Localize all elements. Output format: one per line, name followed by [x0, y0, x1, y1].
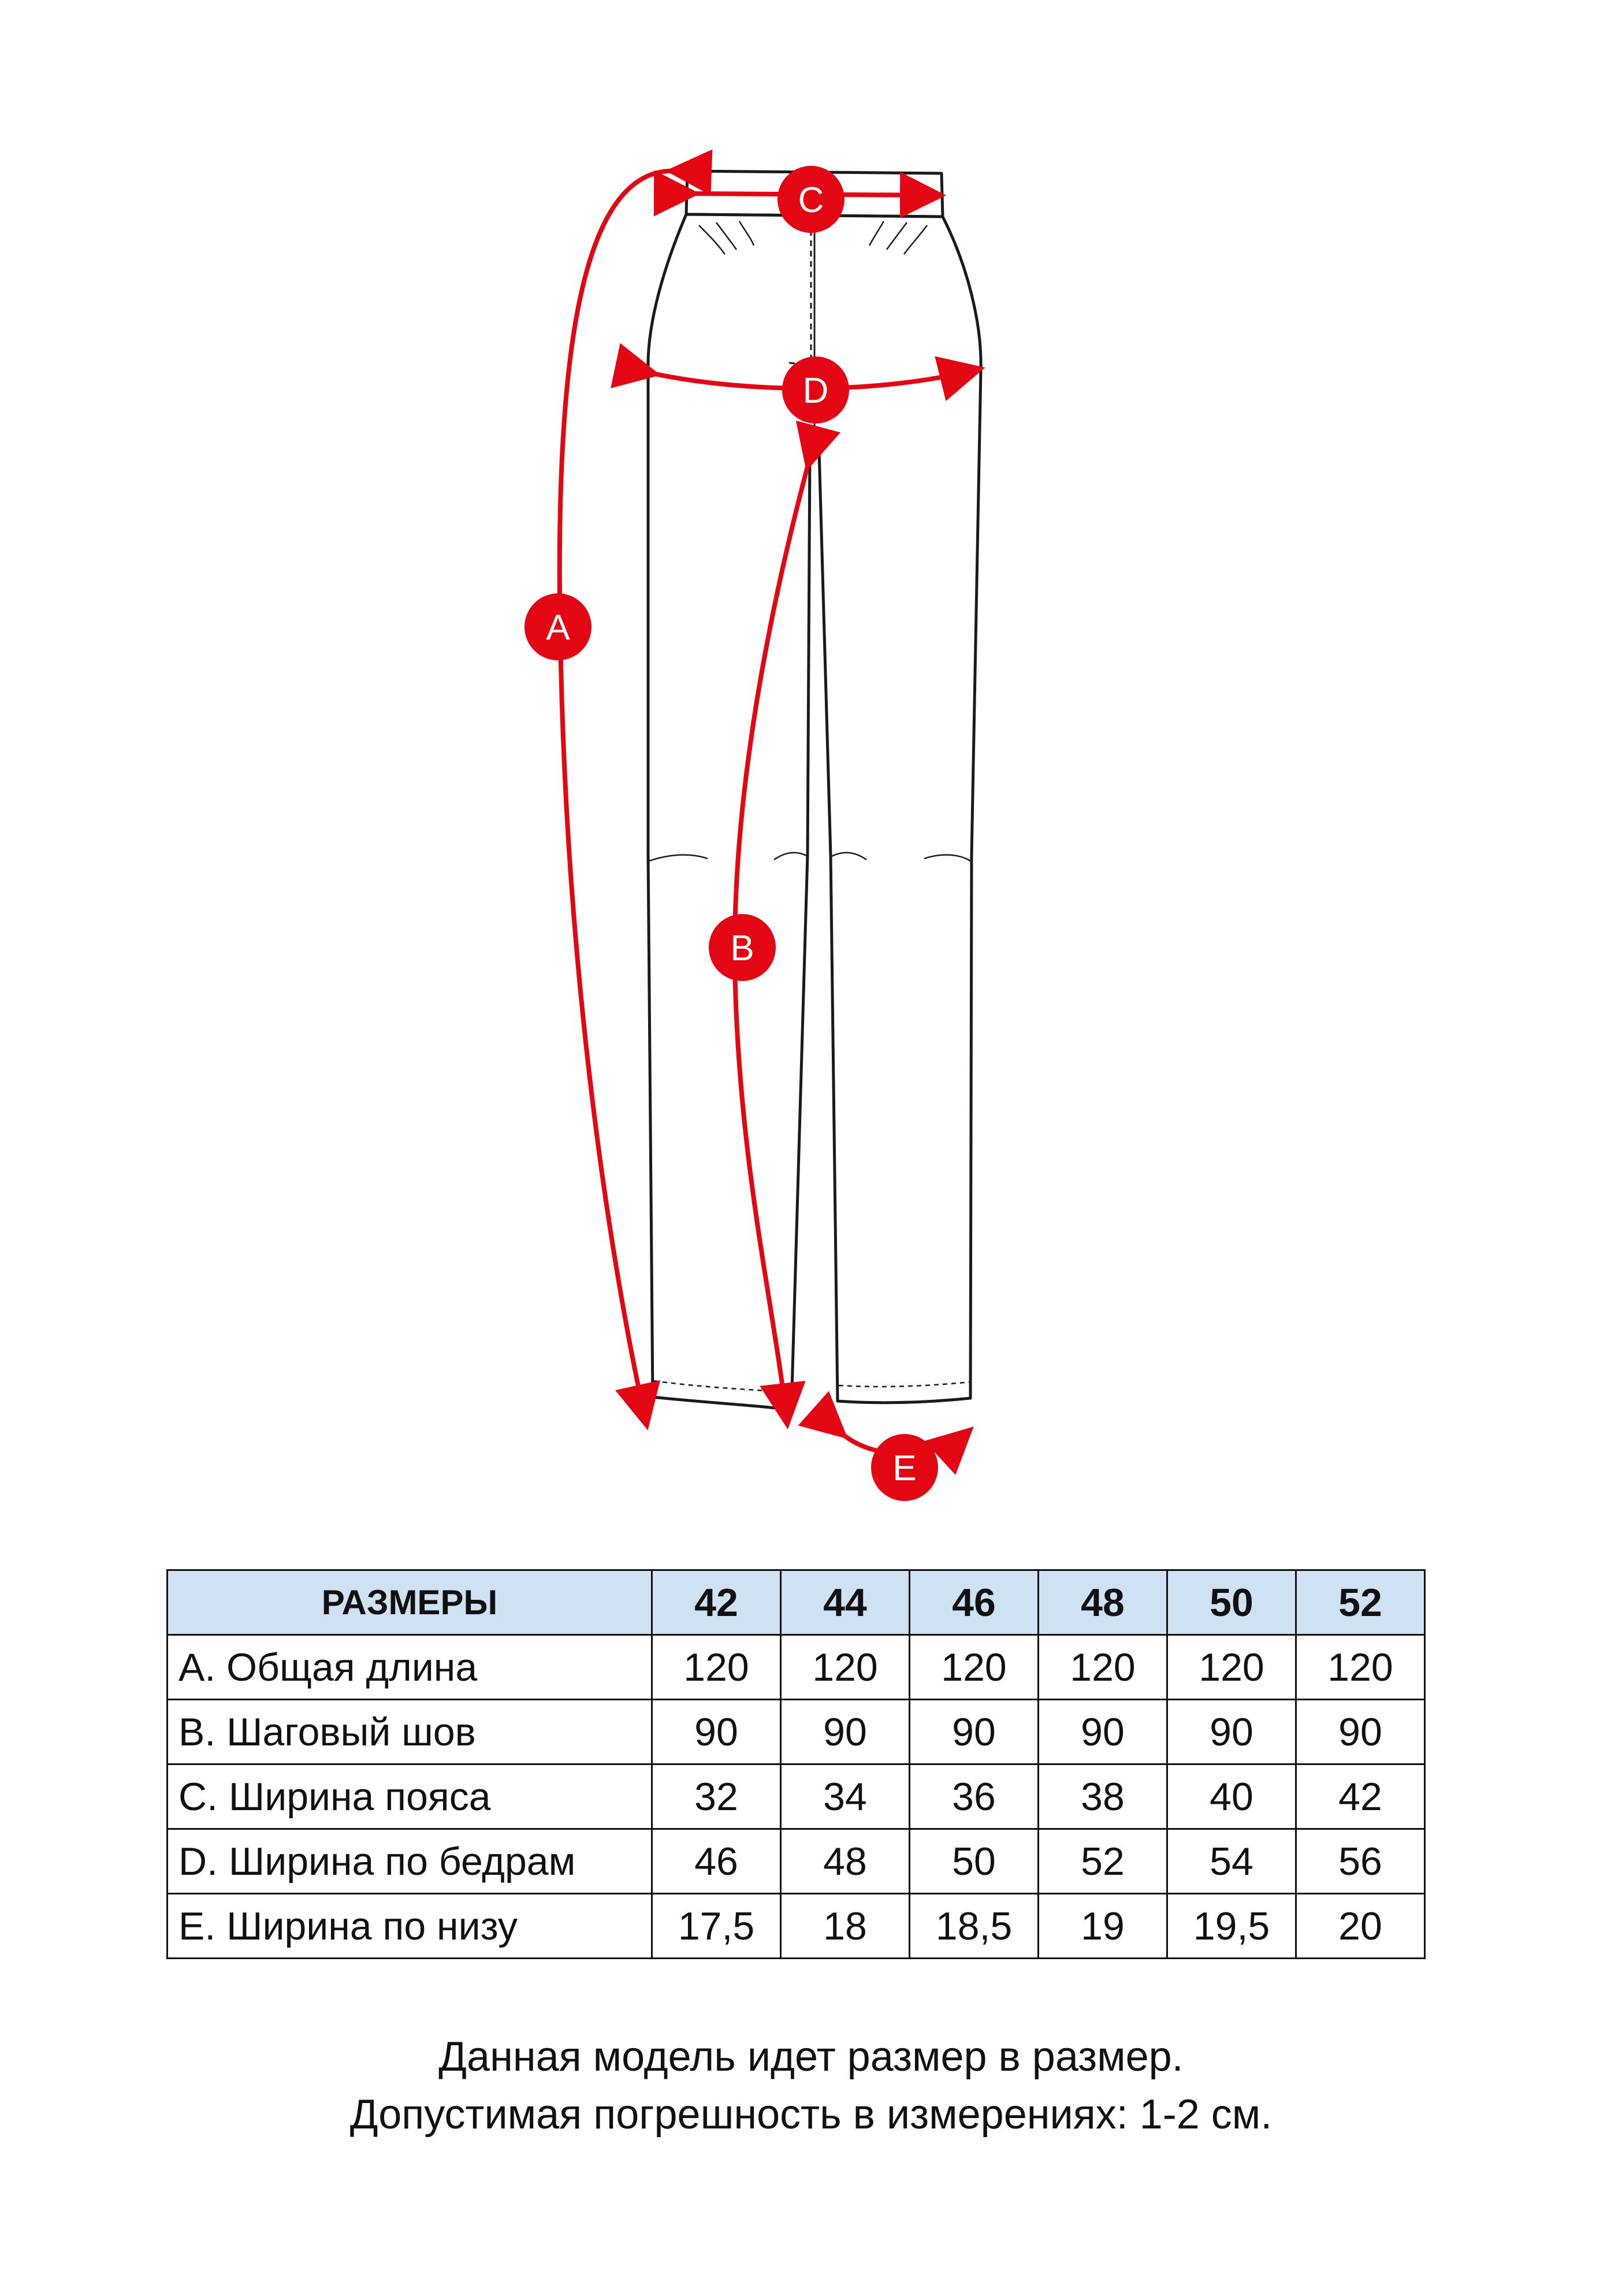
size-header-cell: 42	[652, 1570, 781, 1635]
marker-c	[777, 166, 845, 233]
marker-a	[524, 593, 591, 660]
row-label: E. Ширина по низу	[168, 1894, 652, 1959]
value-cell: 90	[652, 1700, 781, 1764]
svg-text:A: A	[546, 608, 570, 648]
value-cell: 46	[652, 1829, 781, 1894]
value-cell: 90	[1039, 1700, 1167, 1764]
value-cell: 90	[1167, 1700, 1296, 1764]
size-header-cell: 50	[1167, 1570, 1296, 1635]
value-cell: 120	[1167, 1635, 1296, 1700]
table-row	[168, 1764, 1425, 1829]
marker-e	[871, 1434, 938, 1501]
marker-d	[782, 356, 849, 423]
size-header-cell: 46	[910, 1570, 1039, 1635]
table-row	[168, 1700, 1425, 1764]
size-header-cell: 52	[1296, 1570, 1425, 1635]
value-cell: 120	[1296, 1635, 1425, 1700]
value-cell: 48	[781, 1829, 910, 1894]
value-cell: 40	[1167, 1764, 1296, 1829]
size-table	[166, 1569, 1426, 1959]
value-cell: 32	[652, 1764, 781, 1829]
table-row	[168, 1635, 1425, 1700]
value-cell: 120	[910, 1635, 1039, 1700]
size-table-header-label: РАЗМЕРЫ	[168, 1570, 652, 1635]
value-cell: 56	[1296, 1829, 1425, 1894]
value-cell: 18,5	[910, 1894, 1039, 1959]
value-cell: 52	[1039, 1829, 1167, 1894]
value-cell: 19	[1039, 1894, 1167, 1959]
size-header-cell: 44	[781, 1570, 910, 1635]
value-cell: 36	[910, 1764, 1039, 1829]
value-cell: 18	[781, 1894, 910, 1959]
note-line-2: Допустимая погрешность в измерениях: 1-2 см.	[349, 2091, 1273, 2138]
note-line-1: Данная модель идет размер в размер.	[438, 2034, 1184, 2080]
value-cell: 54	[1167, 1829, 1296, 1894]
value-cell: 120	[652, 1635, 781, 1700]
value-cell: 42	[1296, 1764, 1425, 1829]
svg-text:D: D	[802, 371, 829, 411]
row-label: C. Ширина пояса	[168, 1764, 652, 1829]
row-label: D. Ширина по бедрам	[168, 1829, 652, 1894]
value-cell: 19,5	[1167, 1894, 1296, 1959]
value-cell: 50	[910, 1829, 1039, 1894]
svg-text:B: B	[730, 928, 754, 968]
value-cell: 38	[1039, 1764, 1167, 1829]
size-table-header-row	[168, 1570, 1425, 1635]
value-cell: 20	[1296, 1894, 1425, 1959]
value-cell: 90	[781, 1700, 910, 1764]
marker-b	[709, 914, 776, 981]
value-cell: 17,5	[652, 1894, 781, 1959]
value-cell: 90	[910, 1700, 1039, 1764]
svg-text:E: E	[892, 1448, 917, 1488]
size-header-cell: 48	[1039, 1570, 1167, 1635]
size-note	[0, 2028, 1622, 2143]
row-label: B. Шаговый шов	[168, 1700, 652, 1764]
value-cell: 90	[1296, 1700, 1425, 1764]
value-cell: 34	[781, 1764, 910, 1829]
row-label: A. Общая длина	[168, 1635, 652, 1700]
svg-text:C: C	[798, 180, 824, 220]
value-cell: 120	[1039, 1635, 1167, 1700]
table-row	[168, 1829, 1425, 1894]
table-row	[168, 1894, 1425, 1959]
value-cell: 120	[781, 1635, 910, 1700]
